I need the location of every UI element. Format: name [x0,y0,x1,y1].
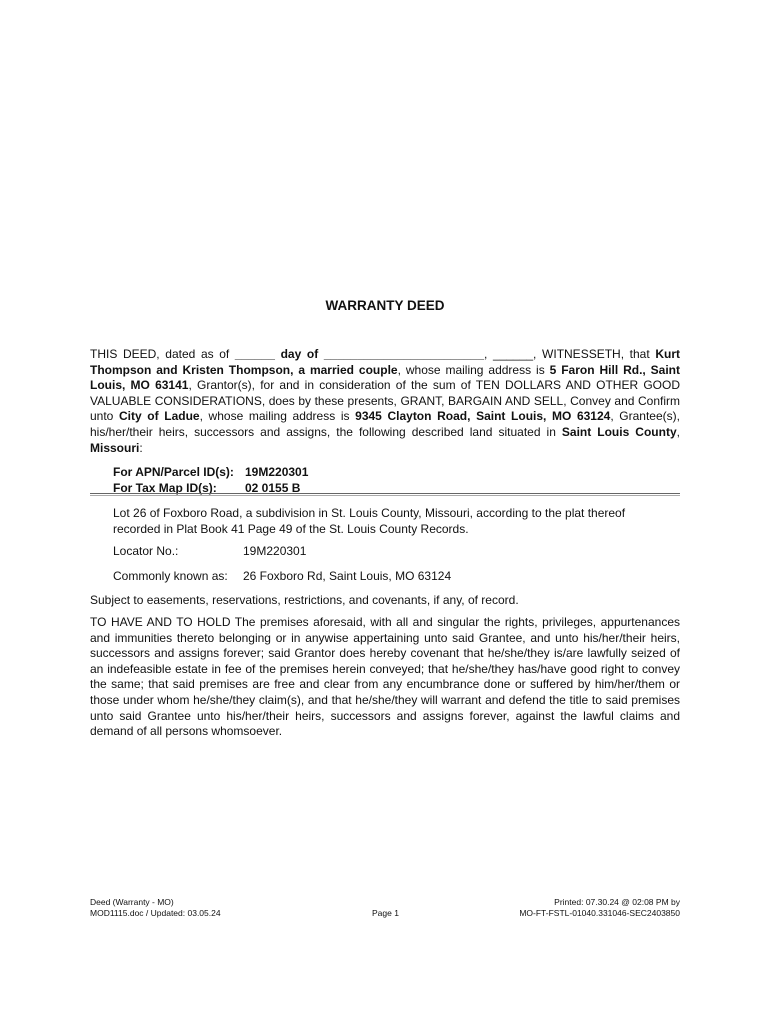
text-segment: , Grantee(s), his/her/their heirs, successors and assigns, the following described land situated in [90,409,680,439]
commonly-known-value: 26 Foxboro Rd, Saint Louis, MO 63124 [243,569,452,583]
commonly-known-label: Commonly known as: [113,569,228,583]
bold-text-segment: Kurt Thompson and Kristen Thompson, a married couple [90,347,680,377]
bold-text-segment: 5 Faron Hill Rd., Saint Louis, MO 63141 [90,362,681,393]
conveyance-paragraph [90,347,680,456]
commonly-known-row [113,569,451,583]
bold-text-segment: City of Ladue [119,409,200,424]
footer-left [90,897,221,919]
bold-text-segment: ______ day of ________________________ [234,347,485,361]
locator-value: 19M220301 [243,544,307,558]
document-title: WARRANTY DEED [325,298,445,313]
apn-value: 19M220301 [245,465,309,479]
bold-text-segment: Saint Louis County [561,424,677,439]
divider [90,493,680,496]
subject-to-text: Subject to easements, reservations, restrictions, and covenants, if any, of record. [90,593,519,607]
text-segment: , [676,424,680,439]
text-segment: , Grantor(s), for and in consideration of the sum of TEN DOLLARS AND OTHER GOOD VALUABLE CONSIDERATIONS, does by these presents, GRANT, BARGAIN AND SELL, Convey and Confirm unto [90,378,680,424]
bold-text-segment: Missouri [90,440,140,455]
locator-row [113,544,306,558]
footer-right [519,897,680,919]
footer-file-number: MO-FT-FSTL-01040.331046-SEC2403850 [519,908,680,918]
taxmap-value: 02 0155 B [245,481,301,495]
bold-text-segment: 9345 Clayton Road, Saint Louis, MO 63124 [355,409,611,424]
text-segment: THIS DEED, dated as of [90,347,235,361]
text-segment: : [139,440,143,455]
footer-form-name: Deed (Warranty - MO) [90,897,174,907]
taxmap-label: For Tax Map ID(s): [113,481,217,495]
footer-doc-updated: MOD1115.doc / Updated: 03.05.24 [90,908,221,918]
habendum-paragraph: TO HAVE AND TO HOLD The premises aforesaid, with all and singular the rights, privileges, appurtenances and immunities thereto belonging or in anywise appertaining unto said Grantee, and unto his/her/their heirs, successors and assigns forever; said Grantor does hereby covenant that he/she/they is/are lawfully seized of an indefeasible estate in fee of the premises herein conveyed; that he/she/they has/have good right to convey the same; that said premises are free and clear from any encumbrance done or suffered by him/her/them or those under whom he/she/they claim(s), and that he/she/they will warrant and defend the title to said premises unto said Grantee unto his/her/their heirs, successors and assigns forever, against the lawful claims and demand of all persons whomsoever. [90,615,680,739]
locator-label: Locator No.: [113,544,179,558]
text-segment: , ______, WITNESSETH, that [484,347,656,361]
footer-printed: Printed: 07.30.24 @ 02:08 PM by [554,897,680,907]
legal-description: Lot 26 of Foxboro Road, a subdivision in St. Louis County, Missouri, according to the plat thereof recorded in Plat Book 41 Page 49 of the St. Louis County Records. [113,506,626,536]
page-number: Page 1 [372,908,399,918]
apn-label: For APN/Parcel ID(s): [113,465,234,479]
text-segment: , whose mailing address is [199,409,356,424]
text-segment: , whose mailing address is [397,362,550,377]
parcel-ids [113,464,308,496]
